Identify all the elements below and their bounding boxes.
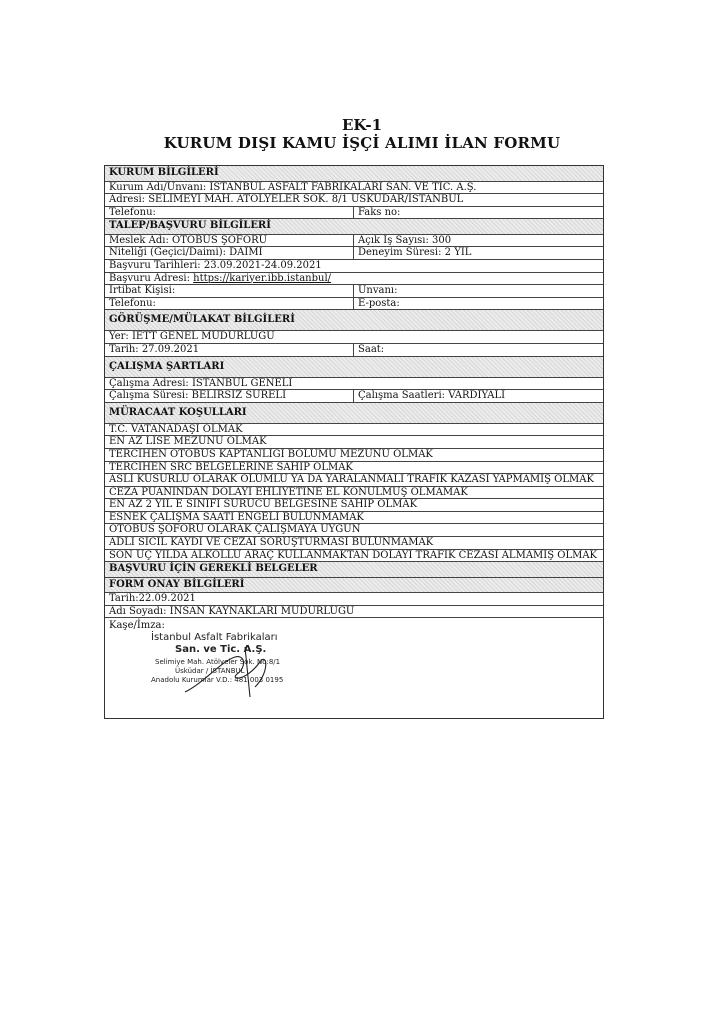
handwritten-signature — [175, 642, 295, 702]
muracaat-item: SON ÜÇ YILDA ALKOLLÜ ARAÇ KULLANMAKTAN DOLAYI TRAFİK CEZASI ALMAMIŞ OLMAK — [109, 549, 598, 561]
section-talep — [105, 219, 603, 235]
onay-adi-soyadi: Adı Soyadı: İNSAN KAYNAKLARI MÜDÜRLÜĞÜ — [109, 605, 355, 617]
section-muracaat — [105, 403, 603, 424]
muracaat-item: ESNEK ÇALIŞMA SAATİ ENGELİ BULUNMAMAK — [109, 511, 364, 523]
muracaat-item: TERCİHEN OTOBÜS KAPTANLIĞI BÖLÜMÜ MEZUNU OLMAK — [109, 448, 433, 460]
list-item — [105, 499, 603, 512]
section-muracaat-title: MÜRACAAT KOŞULLARI — [109, 406, 247, 418]
section-kurum — [105, 166, 603, 182]
calisma-suresi: Çalışma Süresi: BELİRSİZ SÜRELİ — [105, 390, 354, 402]
section-belgeler-title: BAŞVURU İÇİN GEREKLİ BELGELER — [109, 563, 318, 575]
basvuru-adresi-label: Başvuru Adresi: — [109, 272, 194, 284]
muracaat-item: ADLİ SİCİL KAYDI VE CEZAİ SORUŞTURMASI BULUNMAMAK — [109, 537, 434, 549]
stamp-line-5: Anadolu Kurumlar V.D.: 481 003 0195 — [151, 676, 284, 685]
muracaat-item: CEZA PUANINDAN DOLAYI EHLİYETİNE EL KONULMUŞ OLMAMAK — [109, 486, 468, 498]
list-item — [105, 487, 603, 500]
section-belgeler — [105, 562, 603, 578]
section-onay — [105, 578, 603, 594]
niteligi: Niteliği (Geçici/Daimi): DAİMİ — [105, 247, 354, 259]
muracaat-item: EN AZ LİSE MEZUNU OLMAK — [109, 436, 267, 448]
talep-telefon: Telefonu: — [105, 298, 354, 310]
section-calisma — [105, 357, 603, 378]
row-kurum-adres — [105, 194, 603, 207]
row-onay-adi — [105, 606, 603, 619]
irtibat-unvani: Unvanı: — [358, 285, 398, 297]
row-onay-tarih — [105, 593, 603, 606]
stamp-line-4: Üsküdar / İSTANBUL — [175, 667, 245, 676]
irtibat-kisisi: İrtibat Kişisi: — [105, 285, 354, 297]
kurum-adi: Kurum Adı/Unvanı: İSTANBUL ASFALT FABRİKALARI SAN. VE TİC. A.Ş. — [109, 181, 477, 193]
meslek-adi: Meslek Adı: OTOBÜS ŞOFÖRÜ — [105, 235, 354, 247]
list-item — [105, 512, 603, 525]
list-item — [105, 550, 603, 563]
row-meslek — [105, 235, 603, 248]
section-calisma-title: ÇALIŞMA ŞARTLARI — [109, 360, 225, 372]
gorusme-saat: Saat: — [358, 343, 385, 355]
list-item — [105, 424, 603, 437]
row-gorusme-yer — [105, 331, 603, 344]
gorusme-tarih: Tarih: 27.09.2021 — [105, 344, 354, 356]
muracaat-item: OTOBÜS ŞOFÖRÜ OLARAK ÇALIŞMAYA UYGUN — [109, 524, 361, 536]
basvuru-adresi — [105, 273, 603, 285]
row-irtibat — [105, 285, 603, 298]
section-gorusme-title: GÖRÜŞME/MÜLAKAT BİLGİLERİ — [109, 314, 295, 326]
section-onay-title: FORM ONAY BİLGİLERİ — [109, 578, 245, 590]
kurum-faks: Faks no: — [358, 206, 401, 218]
stamp-line-2: San. ve Tic. A.Ş. — [175, 644, 267, 656]
basvuru-tarihleri: Başvuru Tarihleri: 23.09.2021-24.09.2021 — [109, 259, 322, 271]
form-title: KURUM DIŞI KAMU İŞÇİ ALIMI İLAN FORMU — [163, 134, 561, 152]
onay-tarih: Tarih:22.09.2021 — [109, 593, 196, 605]
stamp-line-3: Selimiye Mah. Atölyeler Sok. No:8/1 — [155, 658, 281, 667]
kurum-telefon: Telefonu: — [105, 207, 354, 219]
section-talep-title: TALEP/BAŞVURU BİLGİLERİ — [109, 220, 271, 232]
muracaat-item: ASLİ KUSURLU OLARAK ÖLÜMLÜ YA DA YARALANMALI TRAFİK KAZASI YAPMAMIŞ OLMAK — [109, 474, 594, 486]
muracaat-item: EN AZ 2 YIL E SINIFI SÜRÜCÜ BELGESİNE SAHİP OLMAK — [109, 499, 418, 511]
stamp-line-1: İstanbul Asfalt Fabrikaları — [151, 632, 278, 644]
row-calisma-adres — [105, 378, 603, 391]
row-basvuru-tarihleri — [105, 260, 603, 273]
list-item — [105, 537, 603, 550]
muracaat-item: T.C. VATANADAŞI OLMAK — [109, 423, 243, 435]
calisma-saatleri: Çalışma Saatleri: VARDİYALI — [358, 390, 506, 402]
signature-area — [105, 618, 603, 718]
gorusme-yer: Yer: İETT GENEL MÜDÜRLÜĞÜ — [109, 331, 275, 343]
kurum-adres: Adresi: SELİMEYİ MAH. ATÖLYELER SOK. 8/1 ÜSKÜDAR/İSTANBUL — [109, 194, 464, 206]
list-item — [105, 524, 603, 537]
row-niteligi — [105, 247, 603, 260]
row-calisma-sure — [105, 390, 603, 403]
section-kurum-title: KURUM BİLGİLERİ — [109, 167, 219, 178]
row-talep-iletisim — [105, 298, 603, 311]
kase-imza-label: Kaşe/İmza: — [109, 620, 165, 632]
annex-label: EK-1 — [341, 116, 383, 134]
list-item — [105, 474, 603, 487]
talep-eposta: E-posta: — [358, 297, 400, 309]
list-item — [105, 462, 603, 475]
section-gorusme — [105, 310, 603, 331]
row-kurum-iletisim — [105, 207, 603, 220]
acik-is-sayisi: Açık İş Sayısı: 300 — [358, 234, 452, 246]
row-basvuru-adresi — [105, 273, 603, 286]
row-gorusme-tarih — [105, 344, 603, 357]
muracaat-item: TERCİHEN SRC BELGELERİNE SAHİP OLMAK — [109, 461, 353, 473]
basvuru-adresi-link[interactable]: https://kariyer.ibb.istanbul/ — [193, 272, 332, 284]
announcement-form — [104, 165, 604, 719]
list-item — [105, 436, 603, 449]
row-kurum-adi — [105, 182, 603, 195]
deneyim-suresi: Deneyim Süresi: 2 YIL — [358, 247, 472, 259]
list-item — [105, 449, 603, 462]
calisma-adresi: Çalışma Adresi: İSTANBUL GENELİ — [109, 377, 293, 389]
company-stamp — [145, 630, 315, 700]
